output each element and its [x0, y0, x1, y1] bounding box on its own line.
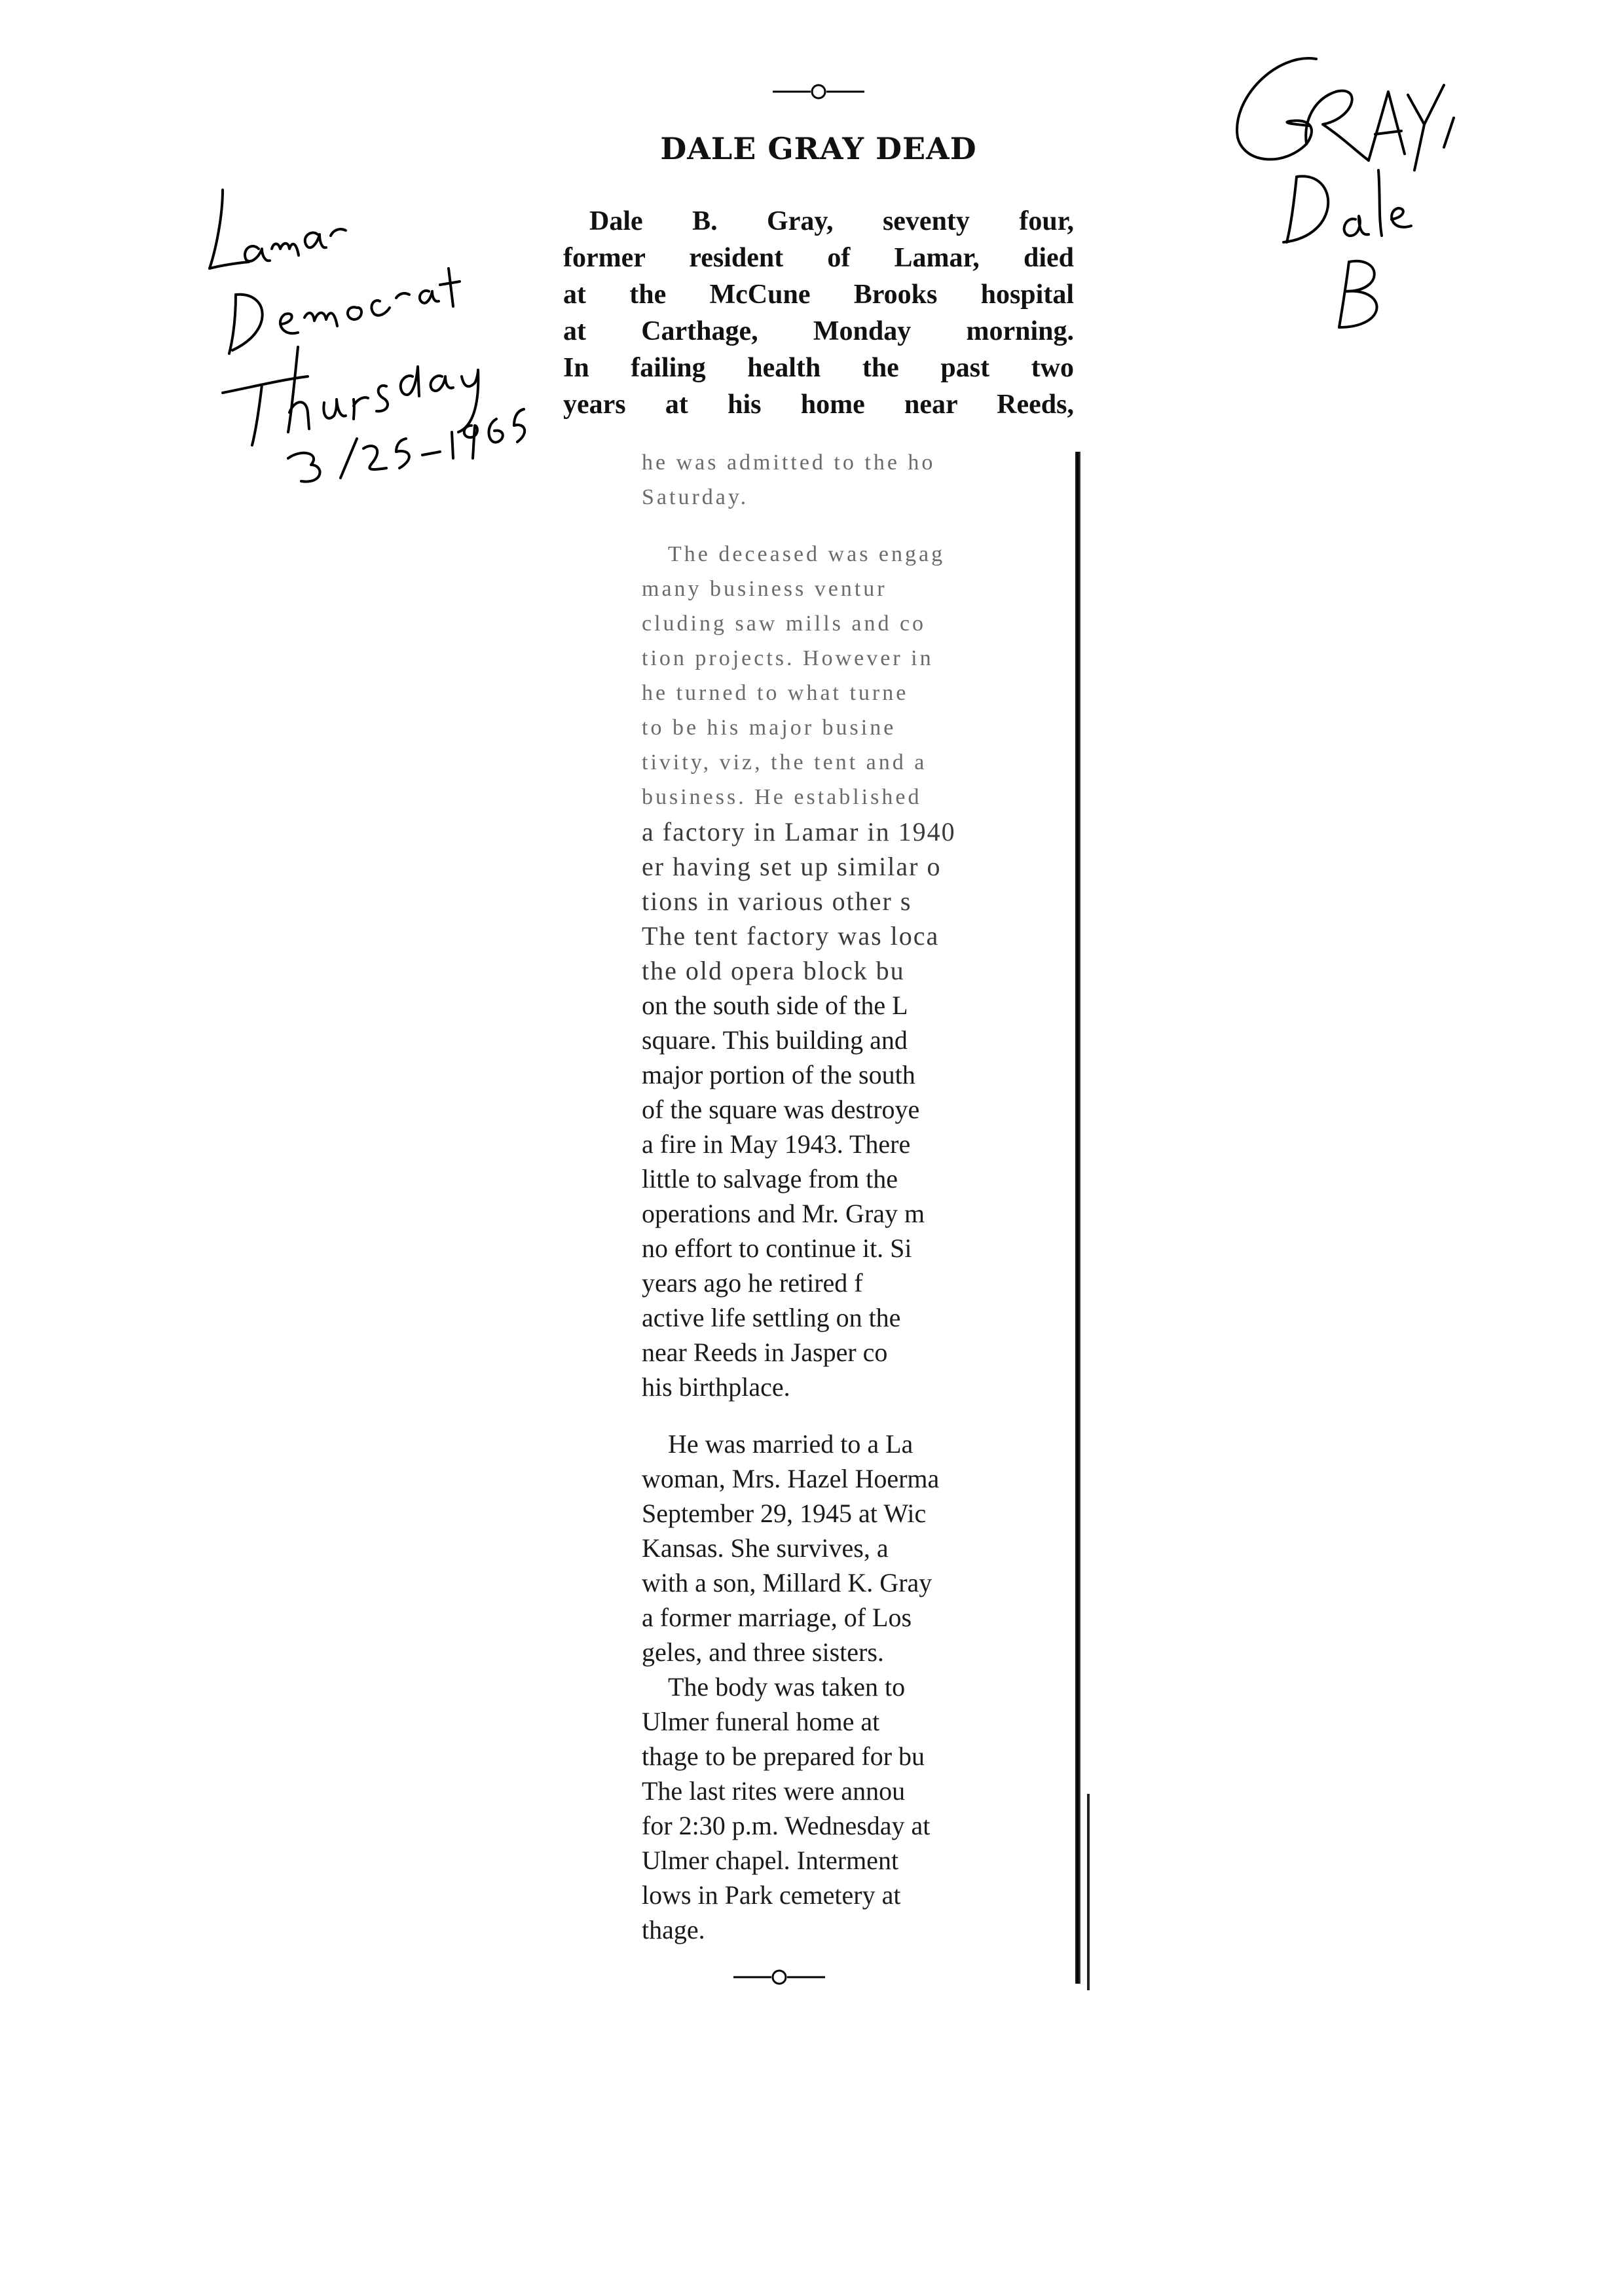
- lead-line: Dale B. Gray, seventy four,: [589, 206, 1074, 236]
- body-line: with a son, Millard K. Gray: [642, 1568, 932, 1597]
- body-line: Ulmer chapel. Interment: [642, 1846, 899, 1875]
- body-line: no effort to continue it. Si: [642, 1233, 912, 1263]
- body-line: many business ventur: [642, 577, 887, 601]
- body-line: geles, and three sisters.: [642, 1637, 884, 1667]
- body-line: September 29, 1945 at Wic: [642, 1499, 927, 1528]
- body-line: a former marriage, of Los: [642, 1603, 912, 1632]
- body-line: tivity, viz, the tent and a: [642, 750, 927, 774]
- body-line: a factory in Lamar in 1940: [642, 817, 956, 847]
- body-line: his birthplace.: [642, 1372, 790, 1402]
- body-line: the old opera block bu: [642, 956, 905, 985]
- body-line: lows in Park cemetery at: [642, 1880, 901, 1910]
- handwritten-source-note: [196, 151, 537, 491]
- body-line: cluding saw mills and co: [642, 611, 927, 636]
- body-line: tion projects. However in: [642, 646, 934, 670]
- lead-line: at Carthage, Monday morning.: [563, 316, 1074, 346]
- newspaper-clipping: [550, 79, 1087, 2016]
- body-line: thage to be prepared for bu: [642, 1741, 925, 1771]
- article-body: [642, 445, 1002, 1947]
- body-line: operations and Mr. Gray m: [642, 1199, 925, 1228]
- body-line: near Reeds in Jasper co: [642, 1338, 888, 1367]
- body-line: er having set up similar o: [642, 852, 942, 881]
- bottom-ornament-rule: [511, 1964, 1048, 1990]
- body-line: he was admitted to the ho: [642, 450, 936, 475]
- body-line: square. This building and: [642, 1025, 908, 1055]
- body-line: tions in various other s: [642, 886, 912, 916]
- body-line: business. He established: [642, 785, 922, 809]
- lead-line: years at his home near Reeds,: [563, 390, 1074, 420]
- body-line: on the south side of the L: [642, 991, 908, 1020]
- body-line: The last rites were annou: [642, 1776, 906, 1806]
- body-line: years ago he retired f: [642, 1268, 863, 1298]
- handwritten-name-note: [1218, 39, 1545, 340]
- clipping-cut-edge-lower: [1087, 1794, 1090, 1990]
- body-line: The deceased was engag: [668, 542, 946, 566]
- body-line: The tent factory was loca: [642, 921, 940, 951]
- article-lead: [563, 203, 1074, 423]
- lead-line: former resident of Lamar, died: [563, 243, 1074, 273]
- body-line: little to salvage from the: [642, 1164, 898, 1194]
- body-line: of the square was destroye: [642, 1095, 920, 1124]
- body-line: Saturday.: [642, 485, 749, 509]
- body-line: The body was taken to: [668, 1672, 906, 1702]
- body-line: for 2:30 p.m. Wednesday at: [642, 1811, 931, 1840]
- body-line: he turned to what turne: [642, 681, 909, 705]
- lead-line: In failing health the past two: [563, 353, 1074, 383]
- lead-line: at the McCune Brooks hospital: [563, 280, 1074, 310]
- body-line: Kansas. She survives, a: [642, 1533, 889, 1563]
- body-line: active life settling on the: [642, 1303, 901, 1332]
- body-line: He was married to a La: [668, 1429, 913, 1459]
- article-headline: DALE GRAY DEAD: [660, 131, 977, 166]
- top-ornament-rule: [550, 79, 1087, 105]
- body-line: Ulmer funeral home at: [642, 1707, 880, 1736]
- body-line: major portion of the south: [642, 1060, 915, 1089]
- clipping-cut-edge: [1075, 452, 1080, 1984]
- body-line: thage.: [642, 1915, 705, 1944]
- body-line: woman, Mrs. Hazel Hoerma: [642, 1464, 940, 1493]
- body-line: to be his major busine: [642, 716, 896, 740]
- body-line: a fire in May 1943. There: [642, 1129, 911, 1159]
